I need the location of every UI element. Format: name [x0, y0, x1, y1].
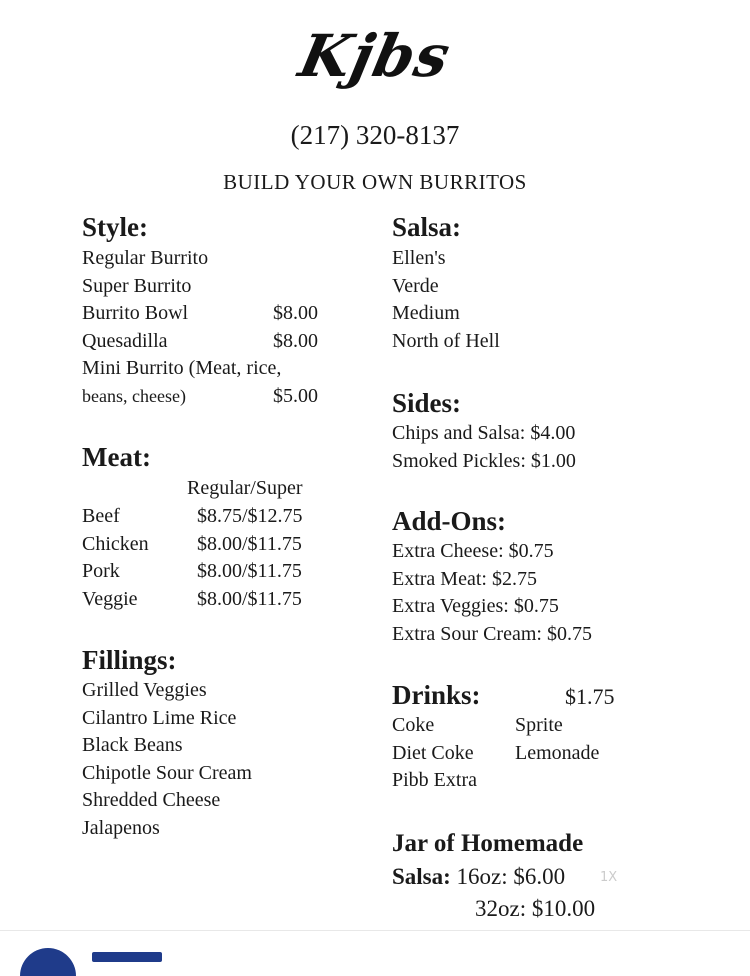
style-prices: [273, 300, 318, 410]
sides-list: [392, 420, 576, 475]
list-item: Extra Veggies: $0.75: [392, 595, 559, 617]
list-item: Extra Sour Cream: $0.75: [392, 622, 592, 645]
meat-column-header: Regular/Super: [187, 477, 303, 499]
jar-16oz: [392, 864, 565, 890]
price: $8.00: [273, 302, 318, 324]
list-item: Pibb Extra: [392, 769, 477, 791]
phone-number: (217) 320-8137: [290, 120, 460, 150]
list-item: Coke: [392, 714, 435, 736]
style-list: [82, 245, 281, 410]
list-item: Ellen's: [392, 247, 446, 269]
drinks-list-right: [515, 712, 599, 767]
list-item: Pork: [82, 560, 120, 582]
list-item: Cilantro Lime Rice: [82, 706, 237, 729]
list-item: Smoked Pickles: $1.00: [392, 449, 576, 472]
list-item: Burrito Bowl: [82, 302, 189, 324]
price: $8.00: [273, 329, 318, 352]
salsa-list: [392, 245, 500, 355]
jar-title: Jar of Homemade: [392, 830, 584, 857]
meat-heading: Meat:: [82, 442, 151, 472]
logo: Kjbs: [293, 22, 457, 90]
list-item: Jalapenos: [82, 816, 160, 839]
addons-heading: Add-Ons:: [392, 506, 507, 536]
list-item: Grilled Veggies: [82, 679, 207, 701]
list-item: Lemonade: [515, 741, 600, 764]
price: $8.00/$11.75: [197, 587, 302, 610]
list-item: Shredded Cheese: [82, 789, 221, 811]
tagline: BUILD YOUR OWN BURRITOS: [223, 170, 527, 194]
drinks-price: $1.75: [565, 684, 615, 709]
meat-list: [82, 503, 149, 613]
sides-heading: Sides:: [392, 388, 462, 418]
list-item: Chips and Salsa: $4.00: [392, 422, 576, 444]
price: $8.75/$12.75: [197, 505, 303, 527]
fillings-heading: Fillings:: [82, 645, 177, 675]
price: $5.00: [273, 384, 318, 407]
fillings-list: [82, 677, 252, 842]
list-item: Regular Burrito: [82, 247, 209, 269]
list-item: Diet Coke: [392, 741, 474, 764]
price: $8.00/$11.75: [197, 532, 302, 555]
drinks-heading: Drinks:: [392, 680, 481, 710]
style-heading: Style:: [82, 212, 148, 242]
list-item: Super Burrito: [82, 274, 192, 297]
jar-32oz: 32oz: $10.00: [475, 896, 596, 921]
list-item: Veggie: [82, 587, 138, 610]
list-item: North of Hell: [392, 329, 500, 352]
watermark: 1X: [600, 870, 618, 885]
price: [273, 355, 318, 383]
jar-16oz-label: Salsa:: [392, 864, 451, 889]
list-item: Black Beans: [82, 734, 183, 756]
list-item: Verde: [392, 274, 439, 297]
list-item: beans, cheese): [82, 385, 186, 406]
bottom-label-bar: [92, 952, 162, 962]
list-item: Extra Meat: $2.75: [392, 567, 537, 590]
list-item: Mini Burrito (Meat, rice,: [82, 357, 282, 379]
price: $8.00/$11.75: [197, 560, 302, 582]
addons-list: [392, 538, 592, 648]
list-item: Quesadilla: [82, 329, 168, 352]
list-item: Chipotle Sour Cream: [82, 761, 252, 784]
list-item: Extra Cheese: $0.75: [392, 540, 554, 562]
list-item: Chicken: [82, 532, 149, 555]
list-item: Medium: [392, 302, 460, 324]
meat-prices: [197, 503, 303, 613]
drinks-list-left: [392, 712, 477, 795]
jar-16oz-price: 16oz: $6.00: [456, 864, 566, 889]
salsa-heading: Salsa:: [392, 212, 462, 242]
list-item: Sprite: [515, 714, 563, 736]
list-item: Beef: [82, 505, 120, 527]
